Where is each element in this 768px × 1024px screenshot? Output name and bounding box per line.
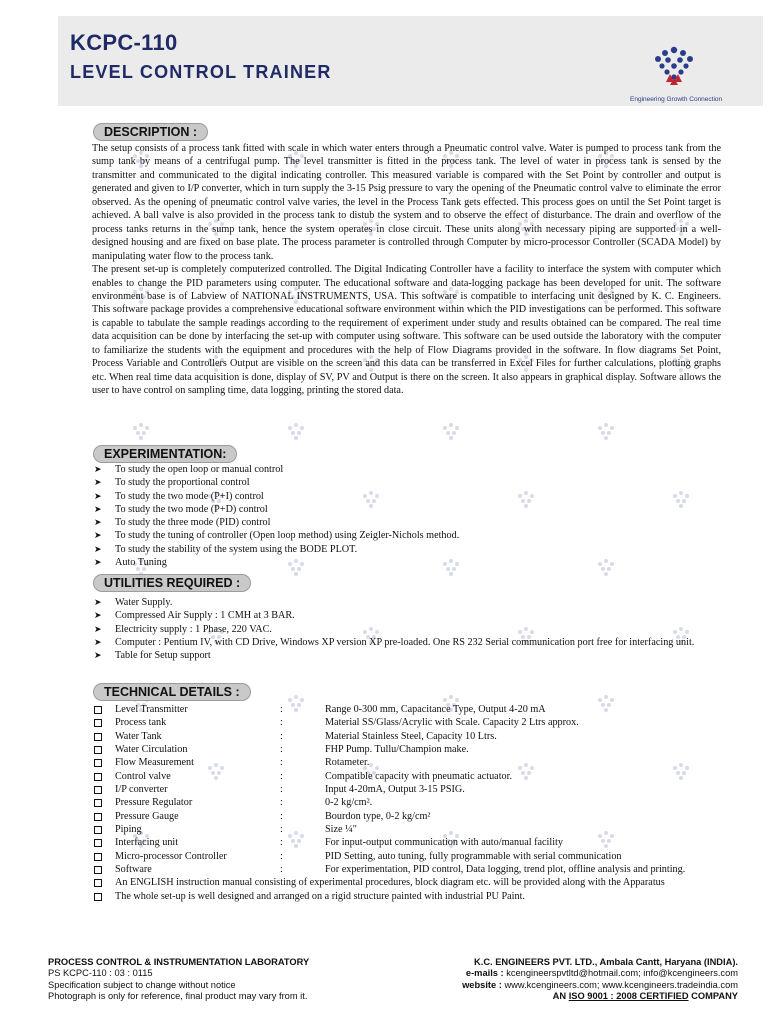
- footer-company: K.C. ENGINEERS PVT. LTD., Ambala Cantt, Haryana (INDIA).: [474, 957, 738, 967]
- tech-row: [92, 850, 721, 863]
- tech-separator: :: [280, 784, 283, 796]
- experimentation-heading: EXPERIMENTATION:: [93, 445, 237, 463]
- tech-separator: :: [280, 717, 283, 729]
- tech-value: Size ¼": [325, 824, 357, 836]
- checkbox-bullet-icon: [94, 826, 102, 834]
- checkbox-bullet-icon: [94, 786, 102, 794]
- tech-separator: :: [280, 810, 283, 822]
- company-logo: [630, 44, 723, 104]
- tech-row: [92, 716, 721, 729]
- arrow-bullet-icon: ➤: [94, 543, 102, 554]
- tech-label: Pressure Gauge: [115, 810, 179, 822]
- list-item: ➤ To study the tuning of controller (Open loop method) using Zeigler-Nichols method.: [94, 530, 460, 542]
- checkbox-bullet-icon: [94, 879, 102, 887]
- checkbox-bullet-icon: [94, 799, 102, 807]
- list-item: ➤ To study the two mode (P+D) control: [94, 503, 268, 515]
- product-title: LEVEL CONTROL TRAINER: [70, 62, 332, 82]
- footer-emails-label: e-mails :: [465, 968, 504, 979]
- product-code: KCPC-110: [70, 30, 178, 55]
- description-paragraph-2: The present set-up is completely computerized controlled. The Digital Indicating Controller have a facility to interface the system with computer which enables to change the PID parameters using computer. The educational software and data-logging package has been developed for unit. The software environment base is of Labview of NATIONAL INSTRUMENTS, USA. This software is compatible to interfacing unit designed by K. C. Engineers. This software package provides a comprehensive educational software environment within which the PID investigations can be performed. This software is capable to tabulate the sample readings according to the requirement of experiment under study and results obtained can be compared. The real time data acquisition can be done by interfacing the set-up with computer using software. This software can be used outside the laboratory with the computer to familiarize the students with the equipment and procedures with the help of Flow Diagrams provided in the software. In flow diagrams Set Point, Process Variable and Controllers Output are visible on the screen and this data can be transferred in Excel Files for further calculations, plotting graphs etc. When real time data acquisition is done, display of SV, PV and Output is there on the screen. It also appears in graphical display. Software allows the user to have control on sampling time, data logging, printing the stored data.: [92, 264, 721, 397]
- list-item: ➤ Compressed Air Supply : 1 CMH at 3 BAR.: [94, 610, 295, 622]
- list-item: ➤ To study the stability of the system using the BODE PLOT.: [94, 543, 358, 555]
- technical-heading: TECHNICAL DETAILS :: [93, 683, 251, 701]
- tech-row: [92, 756, 721, 769]
- watermark-logo-icon: [283, 422, 309, 444]
- tech-separator: :: [280, 824, 283, 836]
- tech-label: Micro-processor Controller: [115, 850, 227, 862]
- list-item: ➤ Water Supply.: [94, 597, 173, 608]
- tech-row: [92, 743, 721, 756]
- tech-value: Material Stainless Steel, Capacity 10 Ltrs.: [325, 730, 497, 742]
- tech-row: [92, 796, 721, 809]
- checkbox-bullet-icon: [94, 893, 102, 901]
- list-item: ➤ To study the three mode (PID) control: [94, 517, 271, 529]
- footer-note-2: Photograph is only for reference, final product may vary from it.: [48, 990, 308, 1001]
- tech-separator: :: [280, 770, 283, 782]
- list-item: ➤ To study the open loop or manual control: [94, 464, 284, 475]
- list-item: ➤ Computer : Pentium IV, with CD Drive, Windows XP version XP pre-loaded. One RS 232 Serial communication port free for interfacing unit.: [94, 636, 695, 648]
- tech-label: Flow Measurement: [115, 757, 194, 769]
- tech-row: [92, 703, 721, 716]
- tech-label: Water Circulation: [115, 744, 188, 756]
- checkbox-bullet-icon: [94, 853, 102, 861]
- watermark-logo-icon: [593, 422, 619, 444]
- tech-value: FHP Pump. Tullu/Champion make.: [325, 744, 469, 756]
- tech-row: [92, 730, 721, 743]
- arrow-bullet-icon: ➤: [94, 610, 102, 621]
- footer-note-1: Specification subject to change without notice: [48, 979, 236, 990]
- footer-lab: PROCESS CONTROL & INSTRUMENTATION LABORATORY: [48, 957, 310, 967]
- tech-value: 0-2 kg/cm².: [325, 797, 373, 809]
- checkbox-bullet-icon: [94, 759, 102, 767]
- arrow-bullet-icon: ➤: [94, 464, 102, 474]
- description-body: [92, 142, 721, 398]
- arrow-bullet-icon: ➤: [94, 557, 102, 568]
- checkbox-bullet-icon: [94, 813, 102, 821]
- list-item: ➤ Table for Setup support: [94, 650, 211, 662]
- tech-row: [92, 770, 721, 783]
- tech-value: PID Setting, auto tuning, fully programmable with serial communication: [325, 850, 622, 862]
- footer-website[interactable]: www.kcengineers.com; www.kcengineers.tradeindia.com: [504, 979, 738, 990]
- tech-row: [92, 823, 721, 836]
- tech-note: [92, 876, 721, 889]
- footer-cert-suffix: COMPANY: [691, 990, 738, 1001]
- tech-separator: :: [280, 837, 283, 849]
- checkbox-bullet-icon: [94, 839, 102, 847]
- checkbox-bullet-icon: [94, 746, 102, 754]
- list-item: ➤ Auto Tuning: [94, 557, 167, 569]
- tech-separator: :: [280, 730, 283, 742]
- tech-value: Material SS/Glass/Acrylic with Scale. Capacity 2 Ltrs approx.: [325, 717, 579, 729]
- arrow-bullet-icon: ➤: [94, 517, 102, 528]
- logo-tagline: Engineering Growth Connection: [630, 96, 723, 103]
- checkbox-bullet-icon: [94, 773, 102, 781]
- arrow-bullet-icon: ➤: [94, 490, 102, 501]
- checkbox-bullet-icon: [94, 719, 102, 727]
- arrow-bullet-icon: ➤: [94, 477, 102, 488]
- tech-label: Interfacing unit: [115, 837, 179, 849]
- checkbox-bullet-icon: [94, 733, 102, 741]
- utilities-heading: UTILITIES REQUIRED :: [93, 574, 251, 592]
- logo-icon: [644, 44, 704, 92]
- list-item: ➤ To study the proportional control: [94, 477, 250, 489]
- tech-value: For input-output communication with auto/manual facility: [325, 837, 563, 849]
- tech-row: [92, 863, 721, 876]
- watermark-logo-icon: [128, 422, 154, 444]
- tech-note: [92, 890, 721, 903]
- tech-note-text: The whole set-up is well designed and arranged on a rigid structure painted with industrial PU Paint.: [115, 890, 525, 902]
- tech-separator: :: [280, 864, 283, 876]
- tech-row: [92, 783, 721, 796]
- header-banner: [58, 16, 763, 106]
- tech-label: Process tank: [115, 717, 167, 729]
- tech-value: Compatible capacity with pneumatic actuator.: [325, 770, 512, 782]
- watermark-logo-icon: [438, 422, 464, 444]
- tech-label: Pressure Regulator: [115, 797, 193, 809]
- arrow-bullet-icon: ➤: [94, 597, 102, 607]
- tech-row: [92, 810, 721, 823]
- tech-separator: :: [280, 797, 283, 809]
- tech-label: Level Transmitter: [115, 704, 188, 715]
- tech-row: [92, 836, 721, 849]
- utilities-list: [92, 596, 721, 662]
- checkbox-bullet-icon: [94, 866, 102, 874]
- tech-value: Input 4-20mA, Output 3-15 PSIG.: [325, 784, 465, 796]
- checkbox-bullet-icon: [94, 706, 102, 714]
- tech-separator: :: [280, 757, 283, 769]
- list-item: ➤ To study the two mode (P+I) control: [94, 490, 264, 502]
- experimentation-list: [92, 463, 721, 569]
- tech-label: I/P converter: [115, 784, 168, 796]
- technical-details-list: [92, 703, 721, 903]
- arrow-bullet-icon: ➤: [94, 636, 102, 647]
- tech-separator: :: [280, 850, 283, 862]
- arrow-bullet-icon: ➤: [94, 530, 102, 541]
- description-paragraph-1: The setup consists of a process tank fitted with scale in which water enters through a Pneumatic control valve. Water is pumped to process tank from the sump tank by means of a centrifugal pump. The level transmitter is fitted in the process tank. The level of water in process tank is sensed by the transmitter and communicated to the digital indicating controller. This measured variable is compared with the Set Point by controller and output is generated and given to I/P converter, which in turn supply the 3-15 Psig pressure to vary the opening of the Pneumatic control valve to eliminate the error observed. As the opening of pneumatic control valve varies, the level in the Process Tank gets effected. This process goes on until the Set Point target is achieved. A ball valve is also provided in the process tank to distub the system and to observe the effect of disturbance. The drain and overflow of the process tanks returns in the sump tank, hence the system operates in close circuit. These units along with necessary piping are supported in a well-designed housing and are fixed on base plate. The process parameter is controlled through Computer by micro-processor Controller (SCADA Model) by manipulating water flow to the process tank.: [92, 143, 721, 262]
- footer-emails[interactable]: kcengineerspvtltd@hotmail.com; info@kcengineers.com: [506, 968, 738, 979]
- tech-label: Control valve: [115, 770, 171, 782]
- tech-note-text: An ENGLISH instruction manual consisting of experimental procedures, block diagram etc. will be provided along with the Apparatus: [115, 877, 665, 889]
- tech-value: For experimentation, PID control, Data logging, trend plot, offline analysis and printing.: [325, 864, 686, 876]
- footer-website-label: website :: [462, 979, 502, 990]
- tech-separator: :: [280, 704, 283, 715]
- arrow-bullet-icon: ➤: [94, 623, 102, 634]
- tech-separator: :: [280, 744, 283, 756]
- tech-value: Range 0-300 mm, Capacitance Type, Output 4-20 mA: [325, 704, 546, 715]
- footer-cert-iso: ISO 9001 : 2008 CERTIFIED: [568, 990, 689, 1001]
- tech-label: Piping: [115, 824, 142, 836]
- tech-value: Bourdon type, 0-2 kg/cm²: [325, 810, 431, 822]
- footer-left: [48, 957, 309, 1002]
- tech-label: Software: [115, 864, 152, 876]
- footer-doc-ref: PS KCPC-110 : 03 : 0115: [48, 968, 153, 979]
- footer-right: [462, 957, 738, 1002]
- description-heading: DESCRIPTION :: [93, 123, 208, 141]
- arrow-bullet-icon: ➤: [94, 650, 102, 661]
- tech-value: Rotameter.: [325, 757, 370, 769]
- list-item: ➤ Electricity supply : 1 Phase, 220 VAC.: [94, 623, 272, 635]
- arrow-bullet-icon: ➤: [94, 503, 102, 514]
- tech-label: Water Tank: [115, 730, 162, 742]
- footer-cert-prefix: AN: [552, 990, 567, 1001]
